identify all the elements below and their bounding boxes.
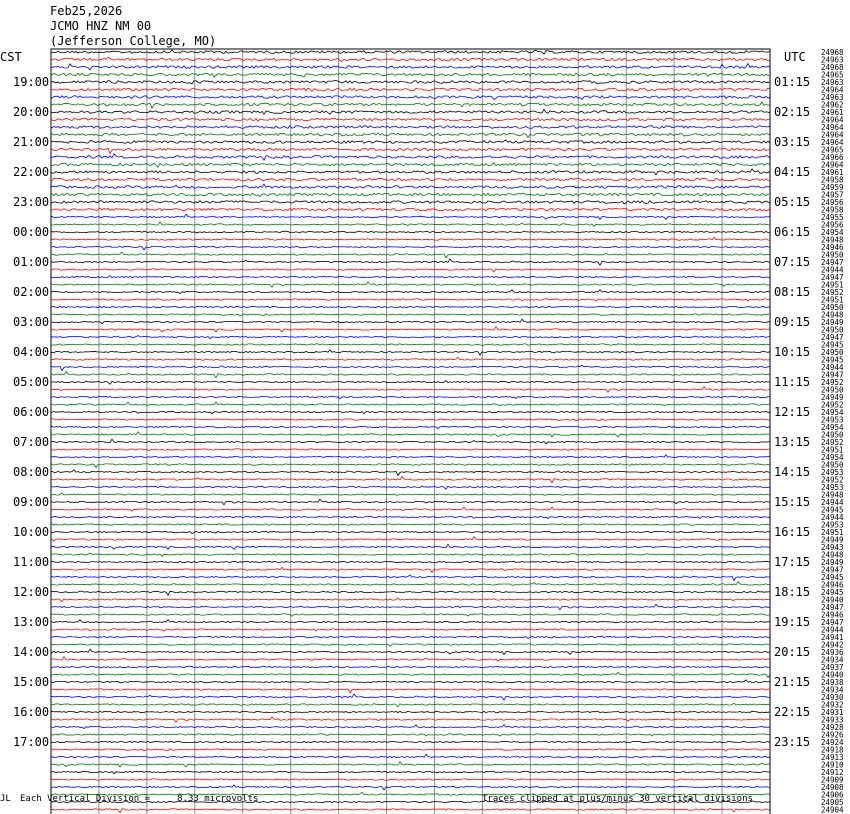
seismic-trace — [51, 717, 770, 723]
seismic-trace — [51, 214, 770, 219]
trace-offset-label: 24928 — [821, 723, 844, 732]
trace-offset-label: 24951 — [821, 445, 844, 455]
trace-offset-label: 24949 — [821, 393, 844, 402]
utc-hour-label: 09:15 — [774, 315, 811, 329]
station-code: JCMO HNZ NM 00 — [50, 19, 152, 33]
seismic-trace — [51, 327, 770, 332]
trace-offset-label: 24946 — [821, 610, 844, 620]
trace-offset-label: 24937 — [821, 663, 844, 672]
trace-offset-label: 24947 — [821, 565, 844, 575]
trace-offset-label: 24963 — [821, 93, 844, 102]
trace-offset-label: 24943 — [821, 543, 844, 552]
seismic-trace — [51, 464, 770, 468]
utc-hour-label: 21:15 — [774, 675, 811, 689]
trace-offset-label: 24964 — [821, 130, 844, 140]
trace-offset-label: 24944 — [821, 625, 844, 635]
seismic-trace — [51, 276, 770, 278]
utc-hour-label: 20:15 — [774, 645, 811, 659]
trace-offset-label: 24959 — [821, 183, 844, 192]
trace-offset-label: 24955 — [821, 213, 844, 222]
utc-hour-label: 06:15 — [774, 225, 811, 239]
trace-offset-label: 24947 — [821, 333, 844, 342]
seismic-trace — [51, 201, 770, 204]
seismic-trace — [51, 725, 770, 729]
seismic-trace — [51, 644, 770, 646]
trace-offset-label: 24947 — [821, 370, 844, 380]
seismic-trace — [51, 657, 770, 662]
local-hour-label: 17:00 — [13, 735, 50, 749]
trace-offset-label: 24963 — [821, 55, 844, 65]
trace-offset-label: 24951 — [821, 280, 844, 290]
local-hour-label: 21:00 — [13, 135, 50, 149]
local-hour-label: 14:00 — [13, 645, 50, 659]
seismic-trace — [51, 237, 770, 240]
local-hour-label: 07:00 — [13, 435, 50, 449]
seismic-trace — [51, 344, 770, 345]
utc-hour-label: 07:15 — [774, 255, 811, 269]
trace-offset-label: 24964 — [821, 138, 844, 147]
local-hour-label: 22:00 — [13, 165, 50, 179]
trace-offset-label: 24952 — [821, 378, 844, 387]
seismic-trace — [51, 432, 770, 437]
utc-hour-label: 11:15 — [774, 375, 811, 389]
seismic-trace — [51, 524, 770, 525]
trace-offset-label: 24945 — [821, 340, 844, 350]
local-hour-label: 05:00 — [13, 375, 50, 389]
seismic-trace — [51, 81, 770, 85]
seismic-trace — [51, 688, 770, 693]
utc-hour-label: 22:15 — [774, 705, 811, 719]
trace-offset-label: 24965 — [821, 145, 844, 155]
seismic-trace — [51, 411, 770, 413]
local-hour-label: 00:00 — [13, 225, 50, 239]
seismic-trace — [51, 154, 770, 161]
trace-offset-label: 24953 — [821, 483, 844, 492]
seismic-trace — [51, 140, 770, 143]
trace-offset-label: 24952 — [821, 400, 844, 410]
seismic-trace — [51, 222, 770, 227]
trace-offset-label: 24950 — [821, 430, 844, 440]
seismic-trace — [51, 449, 770, 450]
seismic-trace — [51, 507, 770, 511]
seismic-trace — [51, 581, 770, 585]
trace-offset-label: 24953 — [821, 468, 844, 477]
seismic-trace — [51, 350, 770, 355]
seismic-trace — [51, 96, 770, 100]
local-hour-label: 08:00 — [13, 465, 50, 479]
utc-hour-label: 03:15 — [774, 135, 811, 149]
trace-offset-label: 24945 — [821, 588, 844, 597]
seismic-trace — [51, 666, 770, 667]
seismic-trace — [51, 246, 770, 250]
seismic-trace — [51, 365, 770, 370]
seismic-trace — [51, 306, 770, 307]
seismic-trace — [51, 371, 770, 377]
local-hour-label: 11:00 — [13, 555, 50, 569]
utc-hour-label: 17:15 — [774, 555, 811, 569]
seismic-trace — [51, 703, 770, 707]
seismic-trace — [51, 118, 770, 121]
seismic-trace — [51, 50, 770, 54]
seismic-trace — [51, 314, 770, 316]
local-hour-label: 12:00 — [13, 585, 50, 599]
trace-offset-label: 24906 — [821, 790, 844, 800]
seismic-trace — [51, 537, 770, 542]
seismic-trace — [51, 133, 770, 138]
local-hour-label: 01:00 — [13, 255, 50, 269]
trace-offset-label: 24948 — [821, 310, 844, 320]
trace-offset-label: 24938 — [821, 678, 844, 687]
trace-offset-label: 24934 — [821, 685, 844, 695]
seismic-trace — [51, 620, 770, 623]
seismic-trace — [51, 163, 770, 168]
vertical-division-note: Each Vertical Division = 8.33 microvolts — [20, 794, 259, 804]
trace-offset-label: 24950 — [821, 303, 844, 312]
trace-offset-label: 24951 — [821, 295, 844, 305]
seismic-trace — [51, 649, 770, 654]
seismic-trace — [51, 785, 770, 790]
trace-offset-label: 24936 — [821, 648, 844, 657]
seismic-trace — [51, 290, 770, 294]
trace-offset-label: 24948 — [821, 550, 844, 560]
trace-offset-label: 24941 — [821, 633, 844, 642]
seismic-trace — [51, 749, 770, 752]
local-hour-label: 23:00 — [13, 195, 50, 209]
local-hour-label: 09:00 — [13, 495, 50, 509]
seismic-trace — [51, 402, 770, 405]
trace-offset-label: 24944 — [821, 513, 844, 522]
local-hour-label: 10:00 — [13, 525, 50, 539]
seismic-trace — [51, 57, 770, 61]
utc-hour-label: 02:15 — [774, 105, 811, 119]
trace-offset-label: 24910 — [821, 760, 844, 770]
local-hour-label: 15:00 — [13, 675, 50, 689]
trace-offset-label: 24953 — [821, 415, 844, 425]
trace-offset-label: 24913 — [821, 753, 844, 762]
seismic-trace — [51, 252, 770, 258]
trace-offset-label: 24931 — [821, 708, 844, 717]
seismic-trace — [51, 672, 770, 677]
seismic-trace — [51, 259, 770, 265]
utc-hour-label: 18:15 — [774, 585, 811, 599]
seismic-trace — [51, 680, 770, 683]
seismic-trace — [51, 357, 770, 360]
trace-offset-label: 24952 — [821, 475, 844, 485]
trace-offset-label: 24962 — [821, 100, 844, 110]
seismic-trace — [51, 88, 770, 91]
seismic-trace — [51, 319, 770, 324]
utc-hour-label: 12:15 — [774, 405, 811, 419]
seismic-trace — [51, 553, 770, 556]
trace-offset-label: 24950 — [821, 348, 844, 357]
trace-offset-label: 24944 — [821, 363, 844, 372]
trace-offset-label: 24964 — [821, 85, 844, 95]
seismic-trace — [51, 741, 770, 742]
seismic-trace — [51, 636, 770, 638]
trace-offset-label: 24904 — [821, 805, 844, 814]
utc-hour-label: 10:15 — [774, 345, 811, 359]
seismic-trace — [51, 193, 770, 196]
trace-offset-label: 24961 — [821, 168, 844, 177]
trace-offset-label: 24949 — [821, 535, 844, 545]
trace-offset-label: 24950 — [821, 250, 844, 260]
trace-offset-label: 24964 — [821, 115, 844, 125]
trace-offset-label: 24918 — [821, 745, 844, 755]
trace-offset-label: 24924 — [821, 738, 844, 747]
seismic-trace — [51, 754, 770, 758]
seismic-trace — [51, 381, 770, 385]
seismic-trace — [51, 396, 770, 398]
trace-offset-label: 24912 — [821, 768, 844, 777]
utc-hour-label: 13:15 — [774, 435, 811, 449]
seismic-trace — [51, 486, 770, 489]
seismic-trace — [51, 711, 770, 712]
trace-offset-label: 24947 — [821, 603, 844, 612]
seismic-trace — [51, 299, 770, 301]
local-timezone-label: CST — [0, 50, 22, 64]
trace-offset-label: 24926 — [821, 730, 844, 740]
seismic-trace — [51, 470, 770, 476]
seismic-trace — [51, 102, 770, 108]
trace-offset-label: 24934 — [821, 655, 844, 665]
trace-offset-label: 24940 — [821, 670, 844, 680]
seismic-trace — [51, 561, 770, 562]
trace-offset-label: 24950 — [821, 325, 844, 335]
seismic-trace — [51, 779, 770, 780]
trace-offset-label: 24952 — [821, 288, 844, 297]
trace-offset-label: 24958 — [821, 205, 844, 215]
trace-offset-label: 24950 — [821, 460, 844, 470]
seismic-trace — [51, 109, 770, 114]
seismic-trace — [51, 148, 770, 154]
trace-offset-label: 24933 — [821, 715, 844, 725]
trace-offset-label: 24958 — [821, 175, 844, 185]
seismic-trace — [51, 282, 770, 288]
trace-offset-label: 24905 — [821, 798, 844, 807]
trace-offset-label: 24948 — [821, 490, 844, 500]
clipping-note: Traces clipped at plus/minus 30 vertical divisions — [482, 794, 753, 804]
seismic-trace — [51, 604, 770, 610]
local-hour-label: 06:00 — [13, 405, 50, 419]
seismic-trace — [51, 771, 770, 774]
trace-offset-label: 24954 — [821, 453, 844, 462]
trace-offset-label: 24966 — [821, 153, 844, 162]
trace-offset-label: 24942 — [821, 640, 844, 650]
seismic-trace — [51, 544, 770, 549]
trace-offset-label: 24954 — [821, 423, 844, 432]
seismic-trace — [51, 629, 770, 631]
seismic-trace — [51, 419, 770, 421]
trace-offset-label: 24945 — [821, 573, 844, 582]
utc-hour-label: 14:15 — [774, 465, 811, 479]
trace-offset-label: 24944 — [821, 498, 844, 507]
trace-offset-label: 24957 — [821, 190, 844, 200]
helicorder-date: Feb25,2026 — [50, 4, 123, 18]
trace-offset-label: 24930 — [821, 693, 844, 702]
seismic-trace — [51, 734, 770, 736]
trace-offset-label: 24944 — [821, 265, 844, 275]
utc-hour-label: 01:15 — [774, 75, 811, 89]
corner-mark: JL — [0, 794, 11, 804]
trace-offset-label: 24968 — [821, 48, 844, 57]
seismic-trace — [51, 567, 770, 572]
trace-offset-label: 24940 — [821, 595, 844, 605]
trace-offset-label: 24954 — [821, 228, 844, 237]
trace-offset-label: 24945 — [821, 505, 844, 515]
trace-offset-label: 24948 — [821, 235, 844, 245]
trace-offset-label: 24946 — [821, 580, 844, 590]
utc-hour-label: 04:15 — [774, 165, 811, 179]
local-hour-label: 20:00 — [13, 105, 50, 119]
trace-offset-label: 24951 — [821, 528, 844, 537]
trace-offset-label: 24945 — [821, 355, 844, 365]
utc-hour-label: 05:15 — [774, 195, 811, 209]
seismic-trace — [51, 516, 770, 518]
trace-offset-label: 24946 — [821, 243, 844, 252]
trace-offset-label: 24956 — [821, 220, 844, 230]
trace-offset-label: 24964 — [821, 123, 844, 132]
trace-offset-label: 24909 — [821, 775, 844, 785]
trace-offset-label: 24953 — [821, 520, 844, 530]
utc-hour-label: 23:15 — [774, 735, 811, 749]
seismic-trace — [51, 336, 770, 339]
seismic-trace — [51, 762, 770, 767]
utc-hour-label: 16:15 — [774, 525, 811, 539]
local-hour-label: 03:00 — [13, 315, 50, 329]
seismic-trace — [51, 499, 770, 505]
utc-hour-label: 08:15 — [774, 285, 811, 299]
utc-hour-label: 15:15 — [774, 495, 811, 509]
local-hour-label: 02:00 — [13, 285, 50, 299]
seismic-trace — [51, 614, 770, 616]
local-hour-label: 13:00 — [13, 615, 50, 629]
utc-timezone-label: UTC — [784, 50, 806, 64]
trace-offset-label: 24908 — [821, 783, 844, 792]
seismic-trace — [51, 694, 770, 700]
local-hour-label: 16:00 — [13, 705, 50, 719]
local-hour-label: 19:00 — [13, 75, 50, 89]
trace-offset-label: 24947 — [821, 258, 844, 267]
seismic-trace — [51, 387, 770, 393]
seismic-trace — [51, 126, 770, 129]
trace-offset-label: 24949 — [821, 558, 844, 567]
trace-offset-label: 24947 — [821, 273, 844, 282]
seismic-trace — [51, 184, 770, 188]
seismic-trace — [51, 575, 770, 581]
trace-offset-label: 24947 — [821, 618, 844, 627]
seismic-trace — [51, 439, 770, 444]
trace-offset-label: 24932 — [821, 700, 844, 710]
seismic-trace — [51, 64, 770, 70]
trace-offset-label: 24956 — [821, 198, 844, 207]
trace-offset-label: 24952 — [821, 438, 844, 447]
seismic-trace — [51, 493, 770, 495]
seismic-trace — [51, 591, 770, 595]
seismic-trace — [51, 426, 770, 428]
local-hour-label: 04:00 — [13, 345, 50, 359]
seismic-trace — [51, 531, 770, 533]
seismic-trace — [51, 598, 770, 602]
seismic-trace — [51, 169, 770, 175]
seismic-trace — [51, 476, 770, 482]
trace-offset-label: 24961 — [821, 108, 844, 117]
seismic-trace — [51, 269, 770, 272]
seismic-trace — [51, 178, 770, 181]
utc-hour-label: 19:15 — [774, 615, 811, 629]
seismic-trace — [51, 455, 770, 458]
trace-offset-label: 24965 — [821, 70, 844, 80]
station-location: (Jefferson College, MO) — [50, 34, 217, 48]
trace-offset-label: 24968 — [821, 63, 844, 72]
trace-offset-label: 24964 — [821, 160, 844, 170]
trace-offset-label: 24949 — [821, 318, 844, 327]
seismic-trace — [51, 208, 770, 211]
trace-offset-label: 24954 — [821, 408, 844, 417]
seismic-trace — [51, 809, 770, 813]
seismic-trace — [51, 73, 770, 77]
trace-offset-label: 24963 — [821, 78, 844, 87]
trace-offset-label: 24950 — [821, 385, 844, 395]
seismic-trace — [51, 231, 770, 232]
